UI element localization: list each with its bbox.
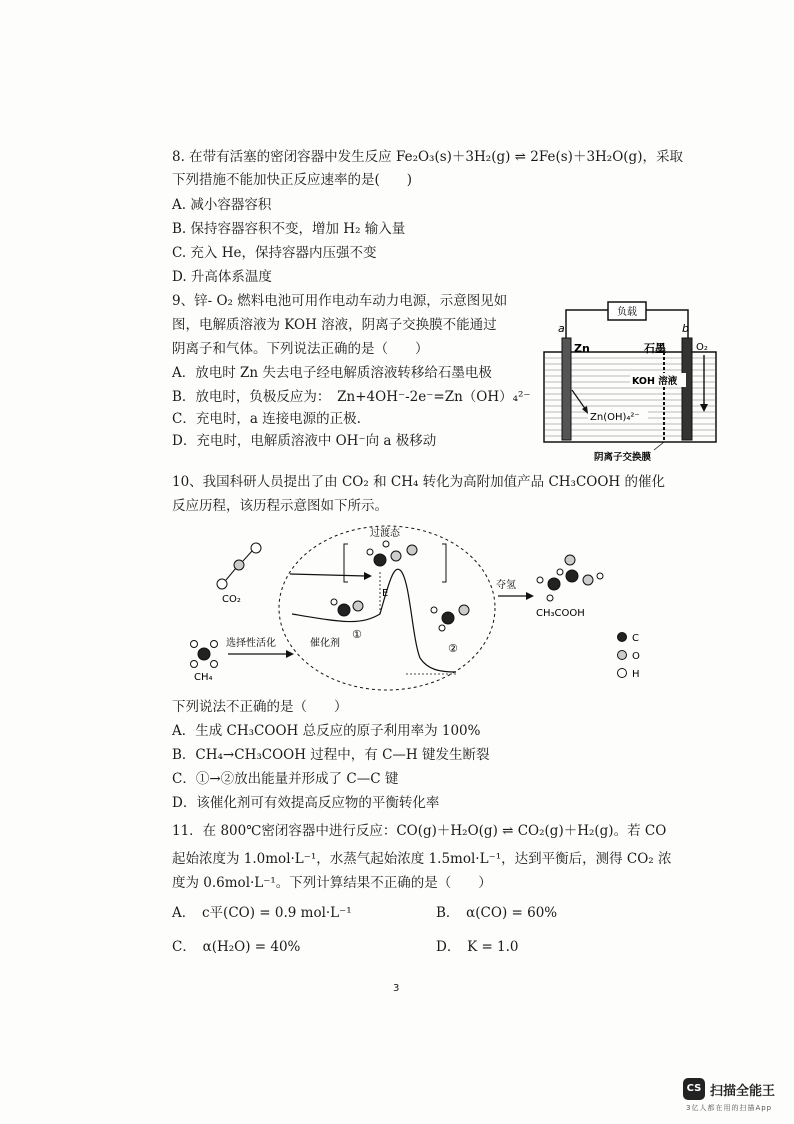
q11-stem-line2: 起始浓度为 1.0mol·L⁻¹，水蒸气起始浓度 1.5mol·L⁻¹，达到平衡后，测得 CO₂ 浓 — [172, 851, 672, 867]
q11-stem-line3: 度为 0.6mol·L⁻¹。下列计算结果不正确的是（ ） — [172, 875, 492, 891]
q10-option-b: B．CH₄→CH₃COOH 过程中，有 C—H 键发生断裂 — [172, 747, 490, 763]
page-number: 3 — [393, 983, 400, 994]
q8-option-b: B. 保持容器容积不变，增加 H₂ 输入量 — [172, 221, 406, 237]
zn-electrode — [562, 338, 571, 440]
q11-option-d: D． K = 1.0 — [436, 939, 519, 955]
legend-oxygen-swatch — [618, 651, 627, 660]
q9-stem-line3: 阴离子和气体。下列说法正确的是（ ） — [172, 341, 429, 357]
legend-carbon-swatch — [618, 633, 627, 642]
legend-oxygen-label: O — [632, 651, 640, 662]
ch4-label: CH₄ — [194, 672, 213, 683]
electrode-b-label: b — [682, 322, 689, 335]
step-2-label: ② — [448, 642, 458, 655]
selective-activation-label: 选择性活化 — [226, 638, 276, 649]
q11-option-c: C． α(H₂O) = 40% — [172, 939, 301, 955]
q9-option-c: C．充电时，a 连接电源的正极. — [172, 411, 361, 427]
transition-state-label: 过渡态 — [370, 528, 400, 539]
load-label: 负载 — [617, 307, 637, 318]
step-1-label: ① — [352, 628, 362, 641]
q9-option-a: A．放电时 Zn 失去电子经电解质溶液转移给石墨电极 — [172, 365, 492, 381]
ch3cooh-label: CH₃COOH — [536, 608, 585, 619]
battery-diagram — [536, 300, 726, 465]
electrode-a-label: a — [558, 322, 565, 335]
q11-stem-line1: 11．在 800℃密闭容器中进行反应：CO(g)＋H₂O(g) ⇌ CO₂(g)＋H₂(g)。若 CO — [172, 823, 667, 839]
znoh4-label: Zn(OH)₄²⁻ — [590, 412, 640, 423]
q10-stem-line3: 下列说法不正确的是（ ） — [172, 699, 348, 715]
ch3cooh-molecule — [537, 555, 603, 601]
q8-stem-line2: 下列措施不能加快正反应速率的是( ) — [172, 172, 413, 188]
q8-option-d: D. 升高体系温度 — [172, 269, 272, 285]
q8-option-a: A. 减小容器容积 — [172, 197, 272, 213]
graphite-electrode — [682, 338, 692, 440]
q11-option-a: A． c平(CO) = 0.9 mol·L⁻¹ — [172, 905, 352, 921]
q11-option-b: B． α(CO) = 60% — [436, 905, 558, 921]
koh-label: KOH 溶液 — [632, 376, 678, 387]
zn-label: Zn — [574, 342, 590, 355]
reaction-mechanism-diagram — [180, 518, 650, 696]
q8-stem-line1: 8. 在带有活塞的密闭容器中发生反应 Fe₂O₃(s)＋3H₂(g) ⇌ 2Fe(s)＋3H₂O(g)，采取 — [172, 149, 683, 165]
q10-option-c: C．①→②放出能量并形成了 C—C 键 — [172, 771, 399, 787]
catalyst-label: 催化剂 — [310, 638, 340, 649]
co2-molecule — [217, 543, 261, 589]
q9-stem-line1: 9、锌- O₂ 燃料电池可用作电动车动力电源，示意图见如 — [172, 293, 508, 309]
q9-stem-line2: 图，电解质溶液为 KOH 溶液，阴离子交换膜不能通过 — [172, 317, 497, 333]
q9-option-b: B．放电时，负极反应为： Zn+4OH⁻-2e⁻=Zn（OH）₄²⁻ — [172, 389, 531, 405]
ch4-molecule — [191, 641, 218, 668]
graphite-label: 石墨 — [644, 342, 666, 355]
legend-carbon-label: C — [632, 633, 639, 644]
camscanner-logo-icon: CS — [683, 1078, 705, 1100]
q8-option-c: C. 充入 He，保持容器内压强不变 — [172, 245, 377, 261]
q10-stem-line2: 反应历程，该历程示意图如下所示。 — [172, 498, 388, 514]
legend-hydrogen-label: H — [632, 669, 640, 680]
camscanner-slogan: 3亿人都在用的扫描App — [686, 1104, 773, 1112]
dehydrogenation-label: 夺氢 — [496, 580, 516, 591]
q9-option-d: D．充电时，电解质溶液中 OH⁻向 a 极移动 — [172, 433, 437, 449]
legend-hydrogen-swatch — [618, 669, 627, 678]
co2-label: CO₂ — [222, 594, 241, 605]
membrane-label: 阴离子交换膜 — [594, 452, 652, 463]
q10-option-a: A．生成 CH₃COOH 总反应的原子利用率为 100% — [172, 723, 481, 739]
camscanner-name: 扫描全能王 — [710, 1084, 776, 1099]
energy-e-label: E — [382, 588, 389, 599]
q10-stem-line1: 10、我国科研人员提出了由 CO₂ 和 CH₄ 转化为高附加值产品 CH₃COOH 的催化 — [172, 474, 665, 490]
o2-label: O₂ — [696, 342, 708, 353]
q10-option-d: D．该催化剂可有效提高反应物的平衡转化率 — [172, 795, 440, 811]
